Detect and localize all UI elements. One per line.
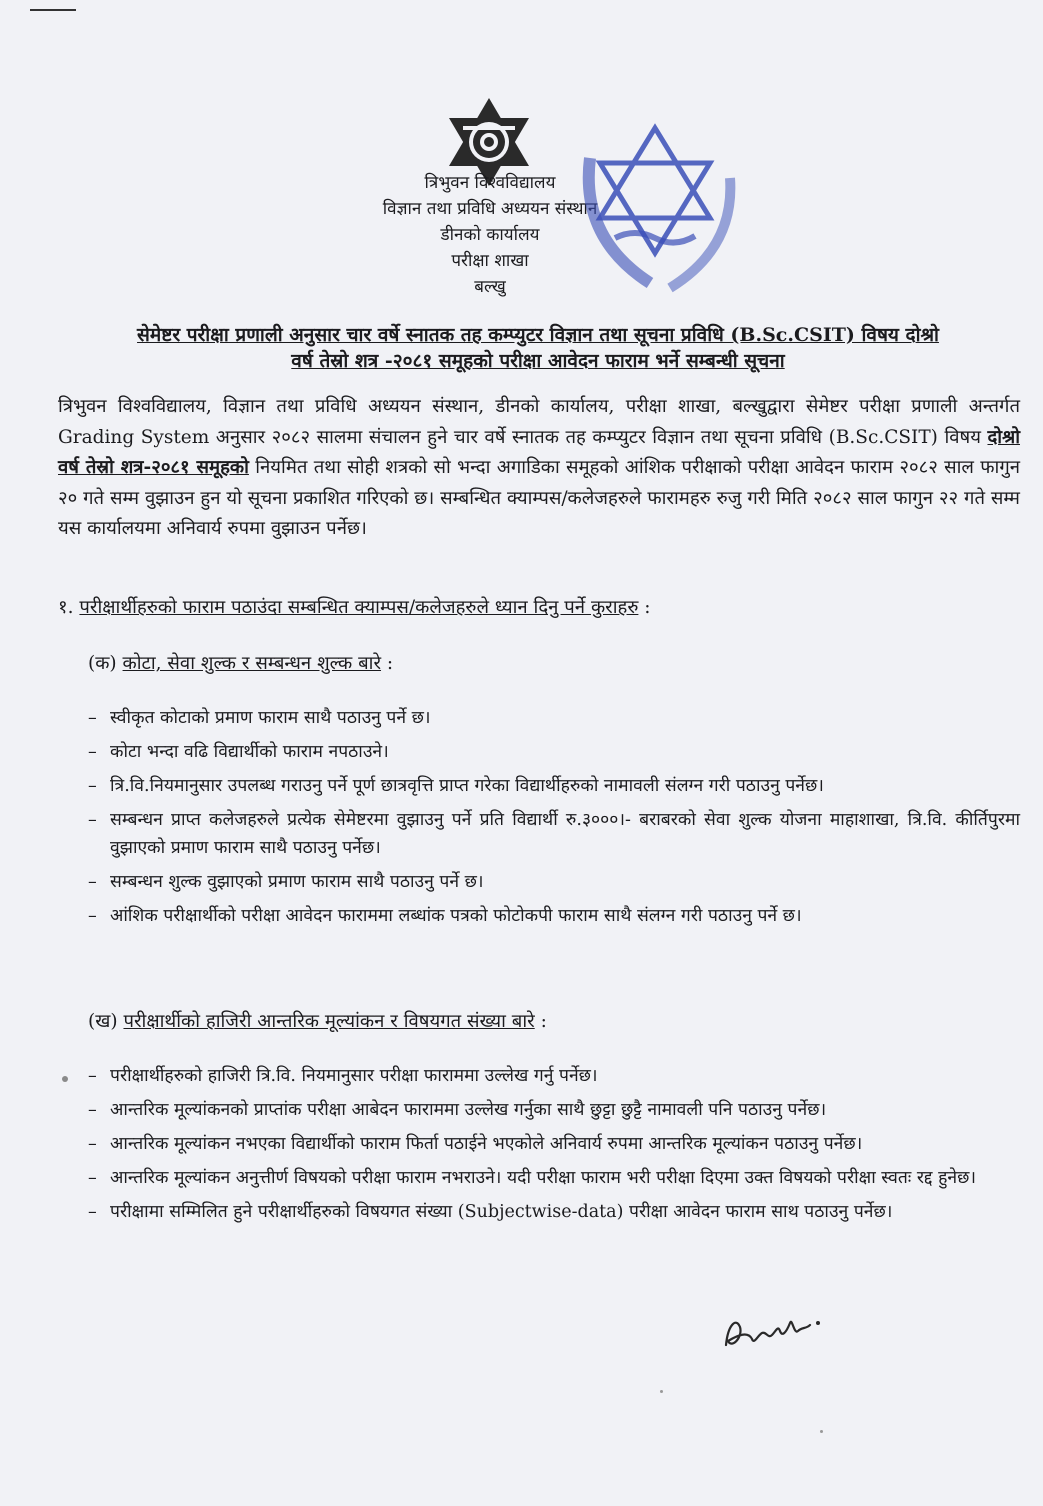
title-line-1: सेमेष्टर परीक्षा प्रणाली अनुसार चार वर्षे स्नातक तह कम्प्युटर विज्ञान तथा सूचना प्रविधि (B.Sc.CSIT) विषय दोश्रो — [137, 324, 939, 346]
sub-a-heading — [88, 650, 393, 678]
section-1-number: १. — [58, 597, 74, 618]
list-item: – आंशिक परीक्षार्थीको परीक्षा आवेदन फाराममा लब्धांक पत्रको फोटोकपी फाराम साथै संलग्न गरी पठाउनु पर्ने छ। — [88, 902, 1020, 930]
sub-b-title: परीक्षार्थीको हाजिरी आन्तरिक मूल्यांकन र विषयगत संख्या बारे — [123, 1011, 535, 1032]
institute-name: विज्ञान तथा प्रविधि अध्ययन संस्थान — [382, 199, 598, 219]
sub-b-heading — [88, 1008, 547, 1036]
list-item: – स्वीकृत कोटाको प्रमाण फाराम साथै पठाउनु पर्ने छ। — [88, 704, 1020, 732]
sub-b-label: (ख) — [88, 1011, 118, 1032]
title-line-2: वर्ष तेस्रो शत्र -२०८१ समूहको परीक्षा आवेदन फाराम भर्ने सम्बन्धी सूचना — [291, 350, 785, 372]
sub-b-colon: : — [540, 1011, 547, 1032]
list-item: – आन्तरिक मूल्यांकन नभएका विद्यार्थीको फाराम फिर्ता पठाईने भएकोले अनिवार्य रुपमा आन्तरिक मूल्यांकन पठाउनु पर्नेछ। — [88, 1130, 1020, 1158]
office-name: डीनको कार्यालय — [440, 225, 540, 245]
list-item: – त्रि.वि.नियमानुसार उपलब्ध गराउनु पर्ने पूर्ण छात्रवृत्ति प्राप्त गरेका विद्यार्थीहरुको नामावली संलग्न गरी पठाउनु पर्नेछ। — [88, 772, 1020, 800]
university-name: त्रिभुवन विश्वविद्यालय — [424, 173, 556, 193]
section-1-heading — [58, 594, 1020, 622]
corner-mark — [30, 9, 76, 11]
section-1-title: परीक्षार्थीहरुको फाराम पठाउंदा सम्बन्धित क्याम्पस/कलेजहरुले ध्यान दिनु पर्ने कुराहरु — [79, 597, 639, 618]
intro-text-2: नियमित तथा सोही शत्रको सो भन्दा अगाडिका समूहको आंशिक परीक्षाको परीक्षा आवेदन फाराम २०८२ साल फागुन २० गते सम्म वुझाउन हुन यो सूचना प्रकाशित गरिएको छ। सम्बन्धित क्याम्पस/कलेजहरुले फारामहरु रुजु गरी मिति २०८२ साल फागुन २२ गते सम्म यस कार्यालयमा अनिवार्य रुपमा वुझाउन पर्नेछ। — [58, 457, 1020, 539]
list-item: – सम्बन्धन प्राप्त कलेजहरुले प्रत्येक सेमेष्टरमा वुझाउनु पर्ने प्रति विद्यार्थी रु.३०००।- बराबरको सेवा शुल्क योजना माहाशाखा, त्रि.वि. कीर्तिपुरमा वुझाएको प्रमाण फाराम साथै पठाउनु पर्नेछ। — [88, 806, 1020, 862]
intro-text-1: त्रिभुवन विश्वविद्यालय, विज्ञान तथा प्रविधि अध्ययन संस्थान, डीनको कार्यालय, परीक्षा शाखा, बल्खुद्वारा सेमेष्टर परीक्षा प्रणाली अन्तर्गत Grading System अनुसार २०८२ सालमा संचालन हुने चार वर्षे स्नातक तह कम्प्युटर विज्ञान तथा सूचना प्रविधि (B.Sc.CSIT) विषय — [58, 396, 1020, 448]
speck — [660, 1390, 663, 1393]
sub-a-list — [88, 704, 1020, 936]
list-item: – कोटा भन्दा वढि विद्यार्थीको फाराम नपठाउने। — [88, 738, 1020, 766]
intro-bold-text: दोश्रो वर्ष तेस्रो शत्र-२०८१ समूहको — [58, 426, 1020, 478]
list-item: – परीक्षामा सम्मिलित हुने परीक्षार्थीहरुको विषयगत संख्या (Subjectwise-data) परीक्षा आवेदन फाराम साथ पठाउनु पर्नेछ। — [88, 1198, 1020, 1226]
speck — [820, 1430, 823, 1433]
list-item: – आन्तरिक मूल्यांकन अनुत्तीर्ण विषयको परीक्षा फाराम नभराउने। यदी परीक्षा फाराम भरी परीक्षा दिएमा उक्त विषयको परीक्षा स्वतः रद्द हुनेछ। — [88, 1164, 1020, 1192]
list-item: – परीक्षार्थीहरुको हाजिरी त्रि.वि. नियमानुसार परीक्षा फाराममा उल्लेख गर्नु पर्नेछ। — [88, 1062, 1020, 1090]
official-stamp-icon — [560, 118, 750, 298]
notice-title — [58, 322, 1018, 374]
office-location: बल्खु — [474, 277, 506, 297]
list-item: – आन्तरिक मूल्यांकनको प्राप्तांक परीक्षा आबेदन फाराममा उल्लेख गर्नुका साथै छुट्टा छुट्टै नामावली पनि पठाउनु पर्नेछ। — [88, 1096, 1020, 1124]
section-name: परीक्षा शाखा — [451, 251, 529, 271]
sub-a-title: कोटा, सेवा शुल्क र सम्बन्धन शुल्क बारे — [122, 653, 382, 674]
signature-icon — [718, 1305, 828, 1361]
sub-a-colon: : — [386, 653, 394, 674]
list-item: – सम्बन्धन शुल्क वुझाएको प्रमाण फाराम साथै पठाउनु पर्ने छ। — [88, 868, 1020, 896]
ink-blot — [62, 1076, 68, 1082]
section-1-colon: : — [644, 597, 651, 618]
sub-a-label: (क) — [88, 653, 117, 674]
sub-b-list — [88, 1062, 1020, 1232]
intro-paragraph — [58, 392, 1020, 545]
